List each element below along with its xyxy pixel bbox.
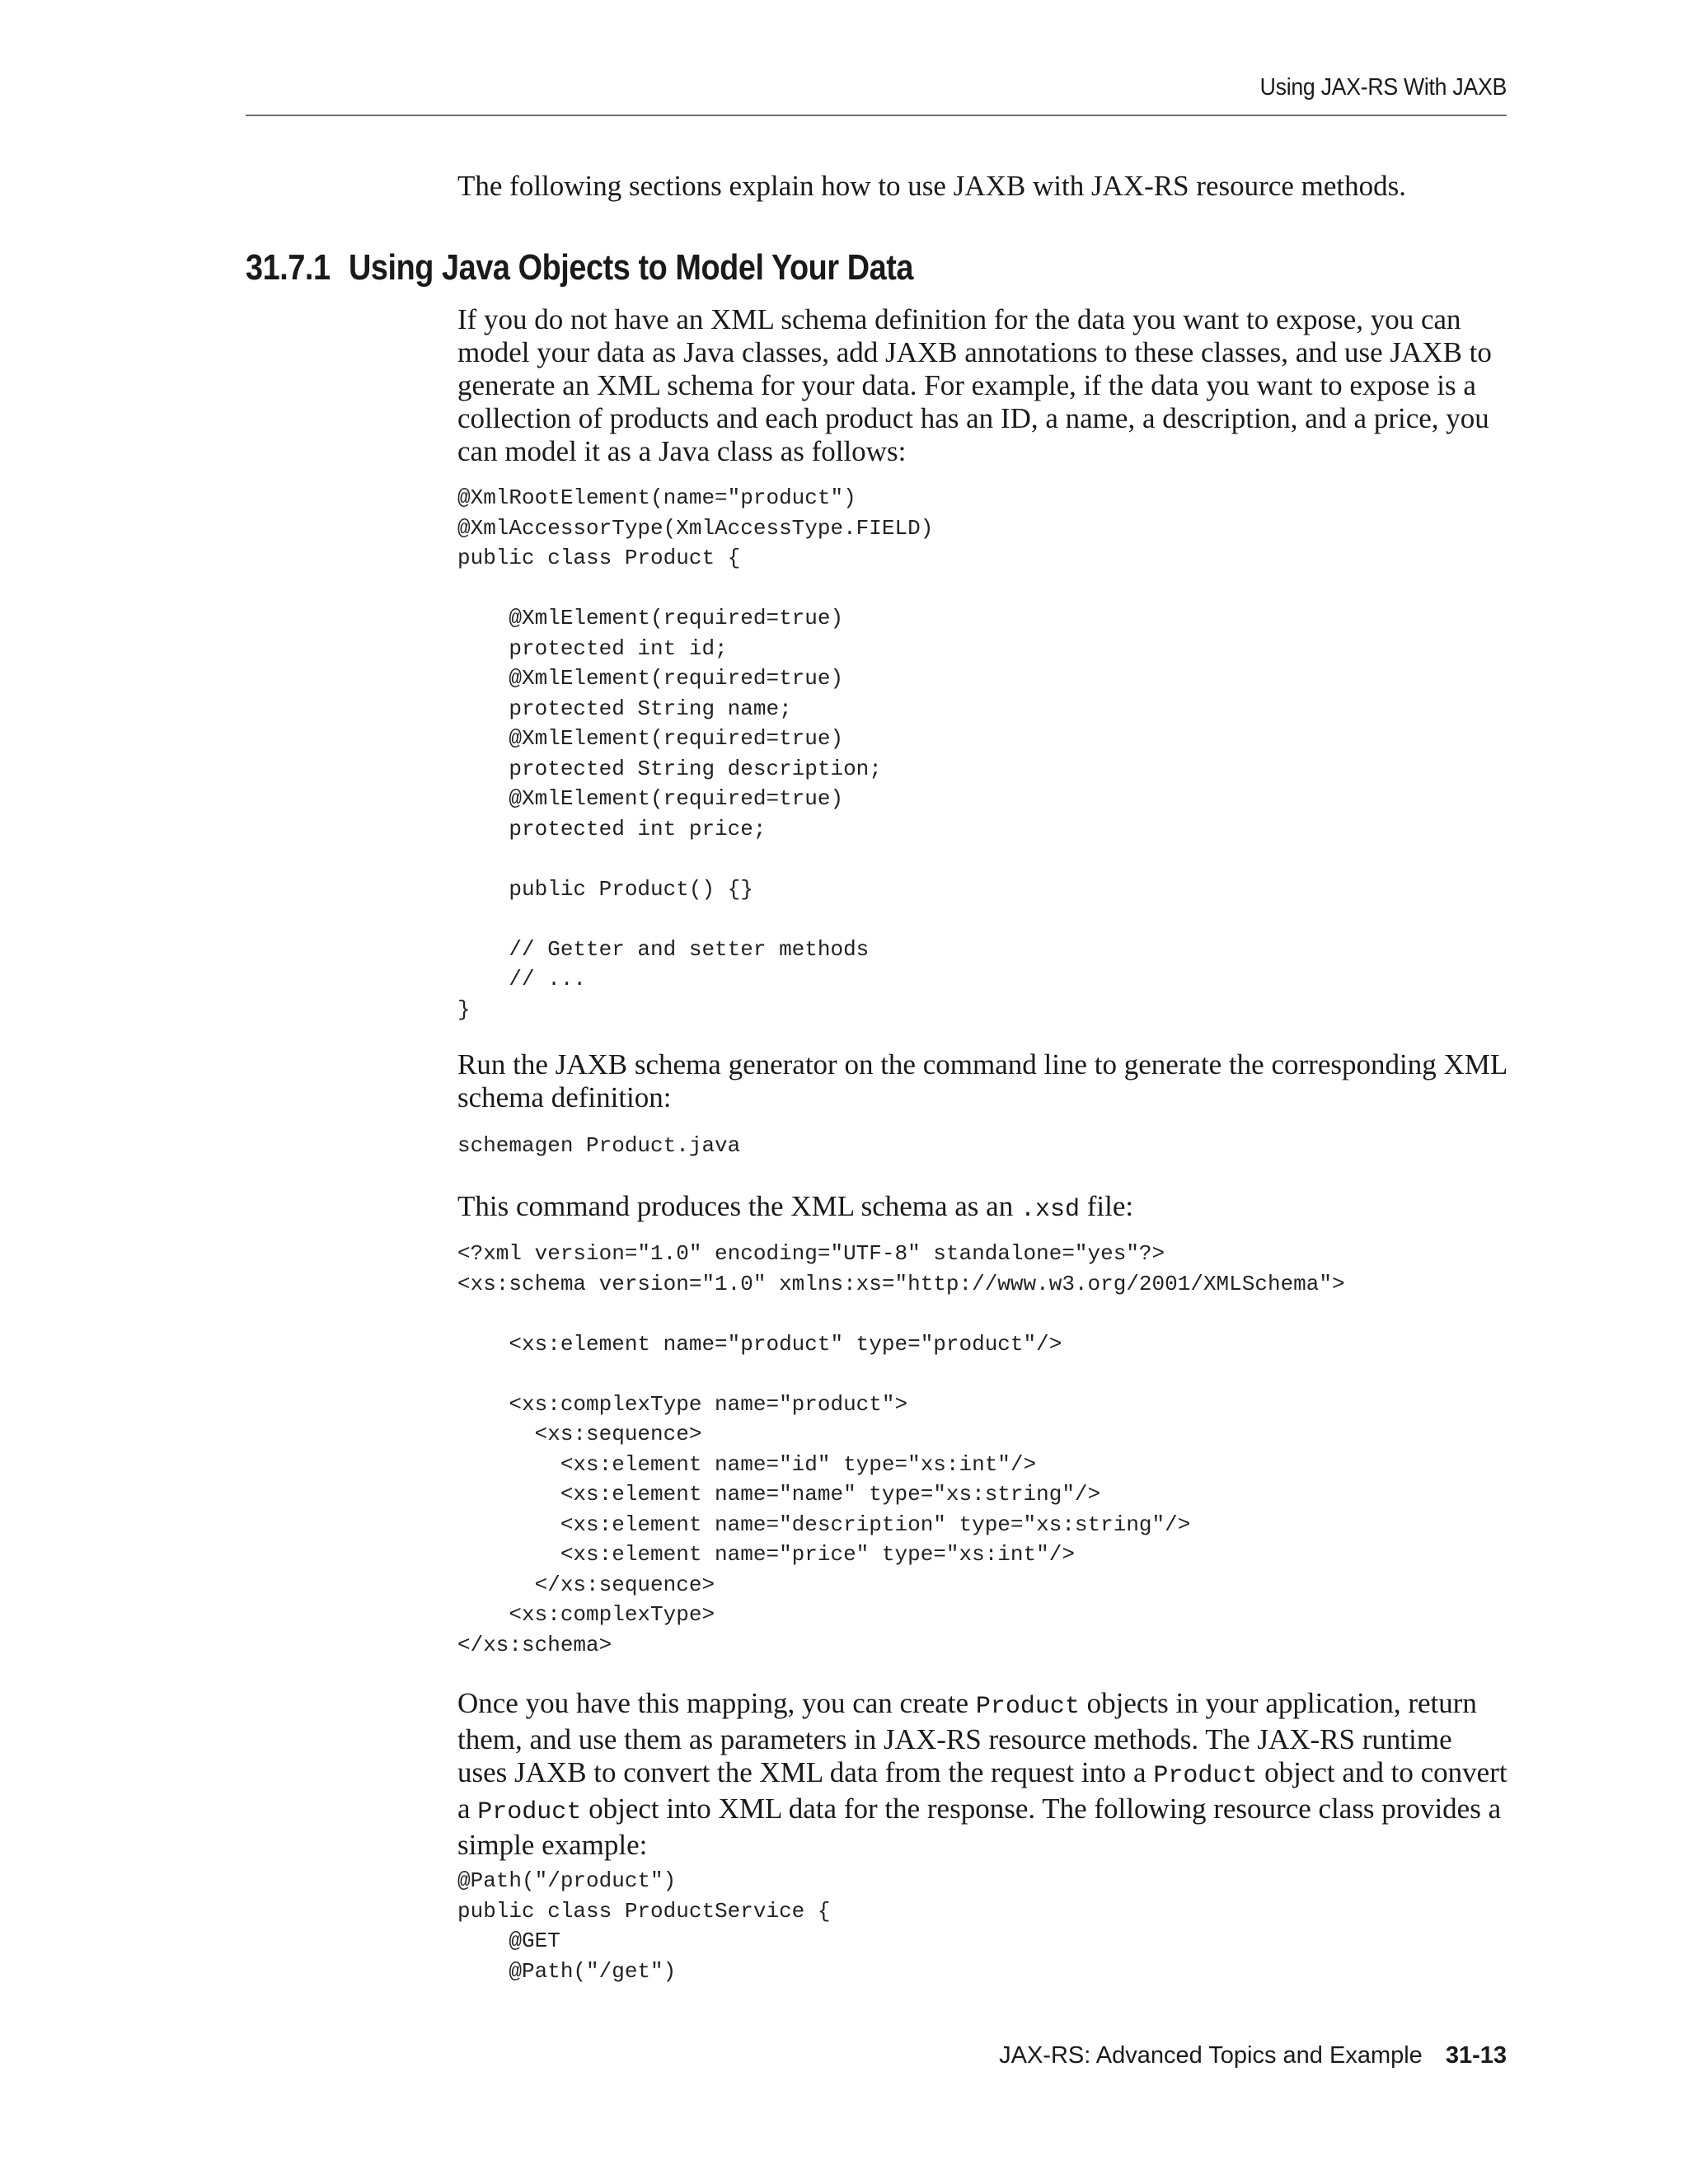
inline-code-product: Product — [975, 1693, 1080, 1721]
inline-code-product: Product — [1153, 1762, 1258, 1790]
running-header: Using JAX-RS With JAXB — [1259, 74, 1507, 101]
paragraph-xsd-output — [457, 1190, 1508, 1226]
code-block-product-service: @Path("/product") public class ProductService { @GET @Path("/get") — [457, 1868, 831, 1984]
text-segment: This command produces the XML schema as an — [457, 1190, 1020, 1222]
intro-paragraph: The following sections explain how to use JAXB with JAX-RS resource methods. — [457, 170, 1406, 202]
section-heading — [246, 247, 913, 288]
inline-code-xsd: .xsd — [1020, 1196, 1080, 1224]
text-segment: objects in your application, return them, and use them as parameters in JAX-RS resource methods. The JAX-RS runtime uses JAXB to convert the XML data from the request into a — [457, 1687, 1477, 1788]
paragraph-model-data: If you do not have an XML schema definition for the data you want to expose, you can model your data as Java classes, add JAXB annotations to these classes, and use JAXB to generate an XML schema for your data. For example, if the data you want to expose is a collection of products and each product has an ID, a name, a description, and a price, you can model it as a Java class as follows: — [457, 303, 1492, 467]
page-number: 31-13 — [1445, 2042, 1507, 2069]
code-block-xml-schema: <?xml version="1.0" encoding="UTF-8" standalone="yes"?> <xs:schema version="1.0" xmlns:xs="http://www.w3.org/2001/XMLSchema"> <xs:element name="product" type="product"/> <xs:complexType name="product"> <xs:sequence> <xs:element name="id" type="xs:int"/> <xs:element name="name" type="xs:string"/> <xs:element name="description" type="xs:string"/> <xs:element name="price" type="xs:int"/> </xs:sequence> <xs:complexType> </xs:schema> — [457, 1241, 1345, 1657]
section-number: 31.7.1 — [246, 247, 331, 288]
paragraph-schemagen: Run the JAXB schema generator on the command line to generate the corresponding XML schema definition: — [457, 1048, 1507, 1113]
text-segment: object and to convert a — [457, 1756, 1507, 1825]
text-segment: file: — [1079, 1190, 1134, 1222]
header-rule — [246, 115, 1507, 116]
footer-chapter-title: JAX-RS: Advanced Topics and Example — [999, 2042, 1423, 2069]
text-segment: object into XML data for the response. The following resource class provides a simple example: — [457, 1793, 1502, 1861]
code-block-product-class: @XmlRootElement(name="product") @XmlAccessorType(XmlAccessType.FIELD) public class Product { @XmlElement(required=true) protected int id; @XmlElement(required=true) protected String name; @XmlElement(required=true) protected String description; @XmlElement(required=true) protected int price; public Product() {} // Getter and setter methods // ... } — [457, 485, 934, 1022]
page-footer — [246, 2042, 1507, 2069]
inline-code-product: Product — [477, 1798, 582, 1826]
text-segment: Once you have this mapping, you can create — [457, 1687, 976, 1719]
paragraph-product-mapping — [457, 1687, 1508, 1862]
section-title: Using Java Objects to Model Your Data — [348, 247, 913, 288]
code-block-schemagen-command: schemagen Product.java — [457, 1133, 741, 1158]
